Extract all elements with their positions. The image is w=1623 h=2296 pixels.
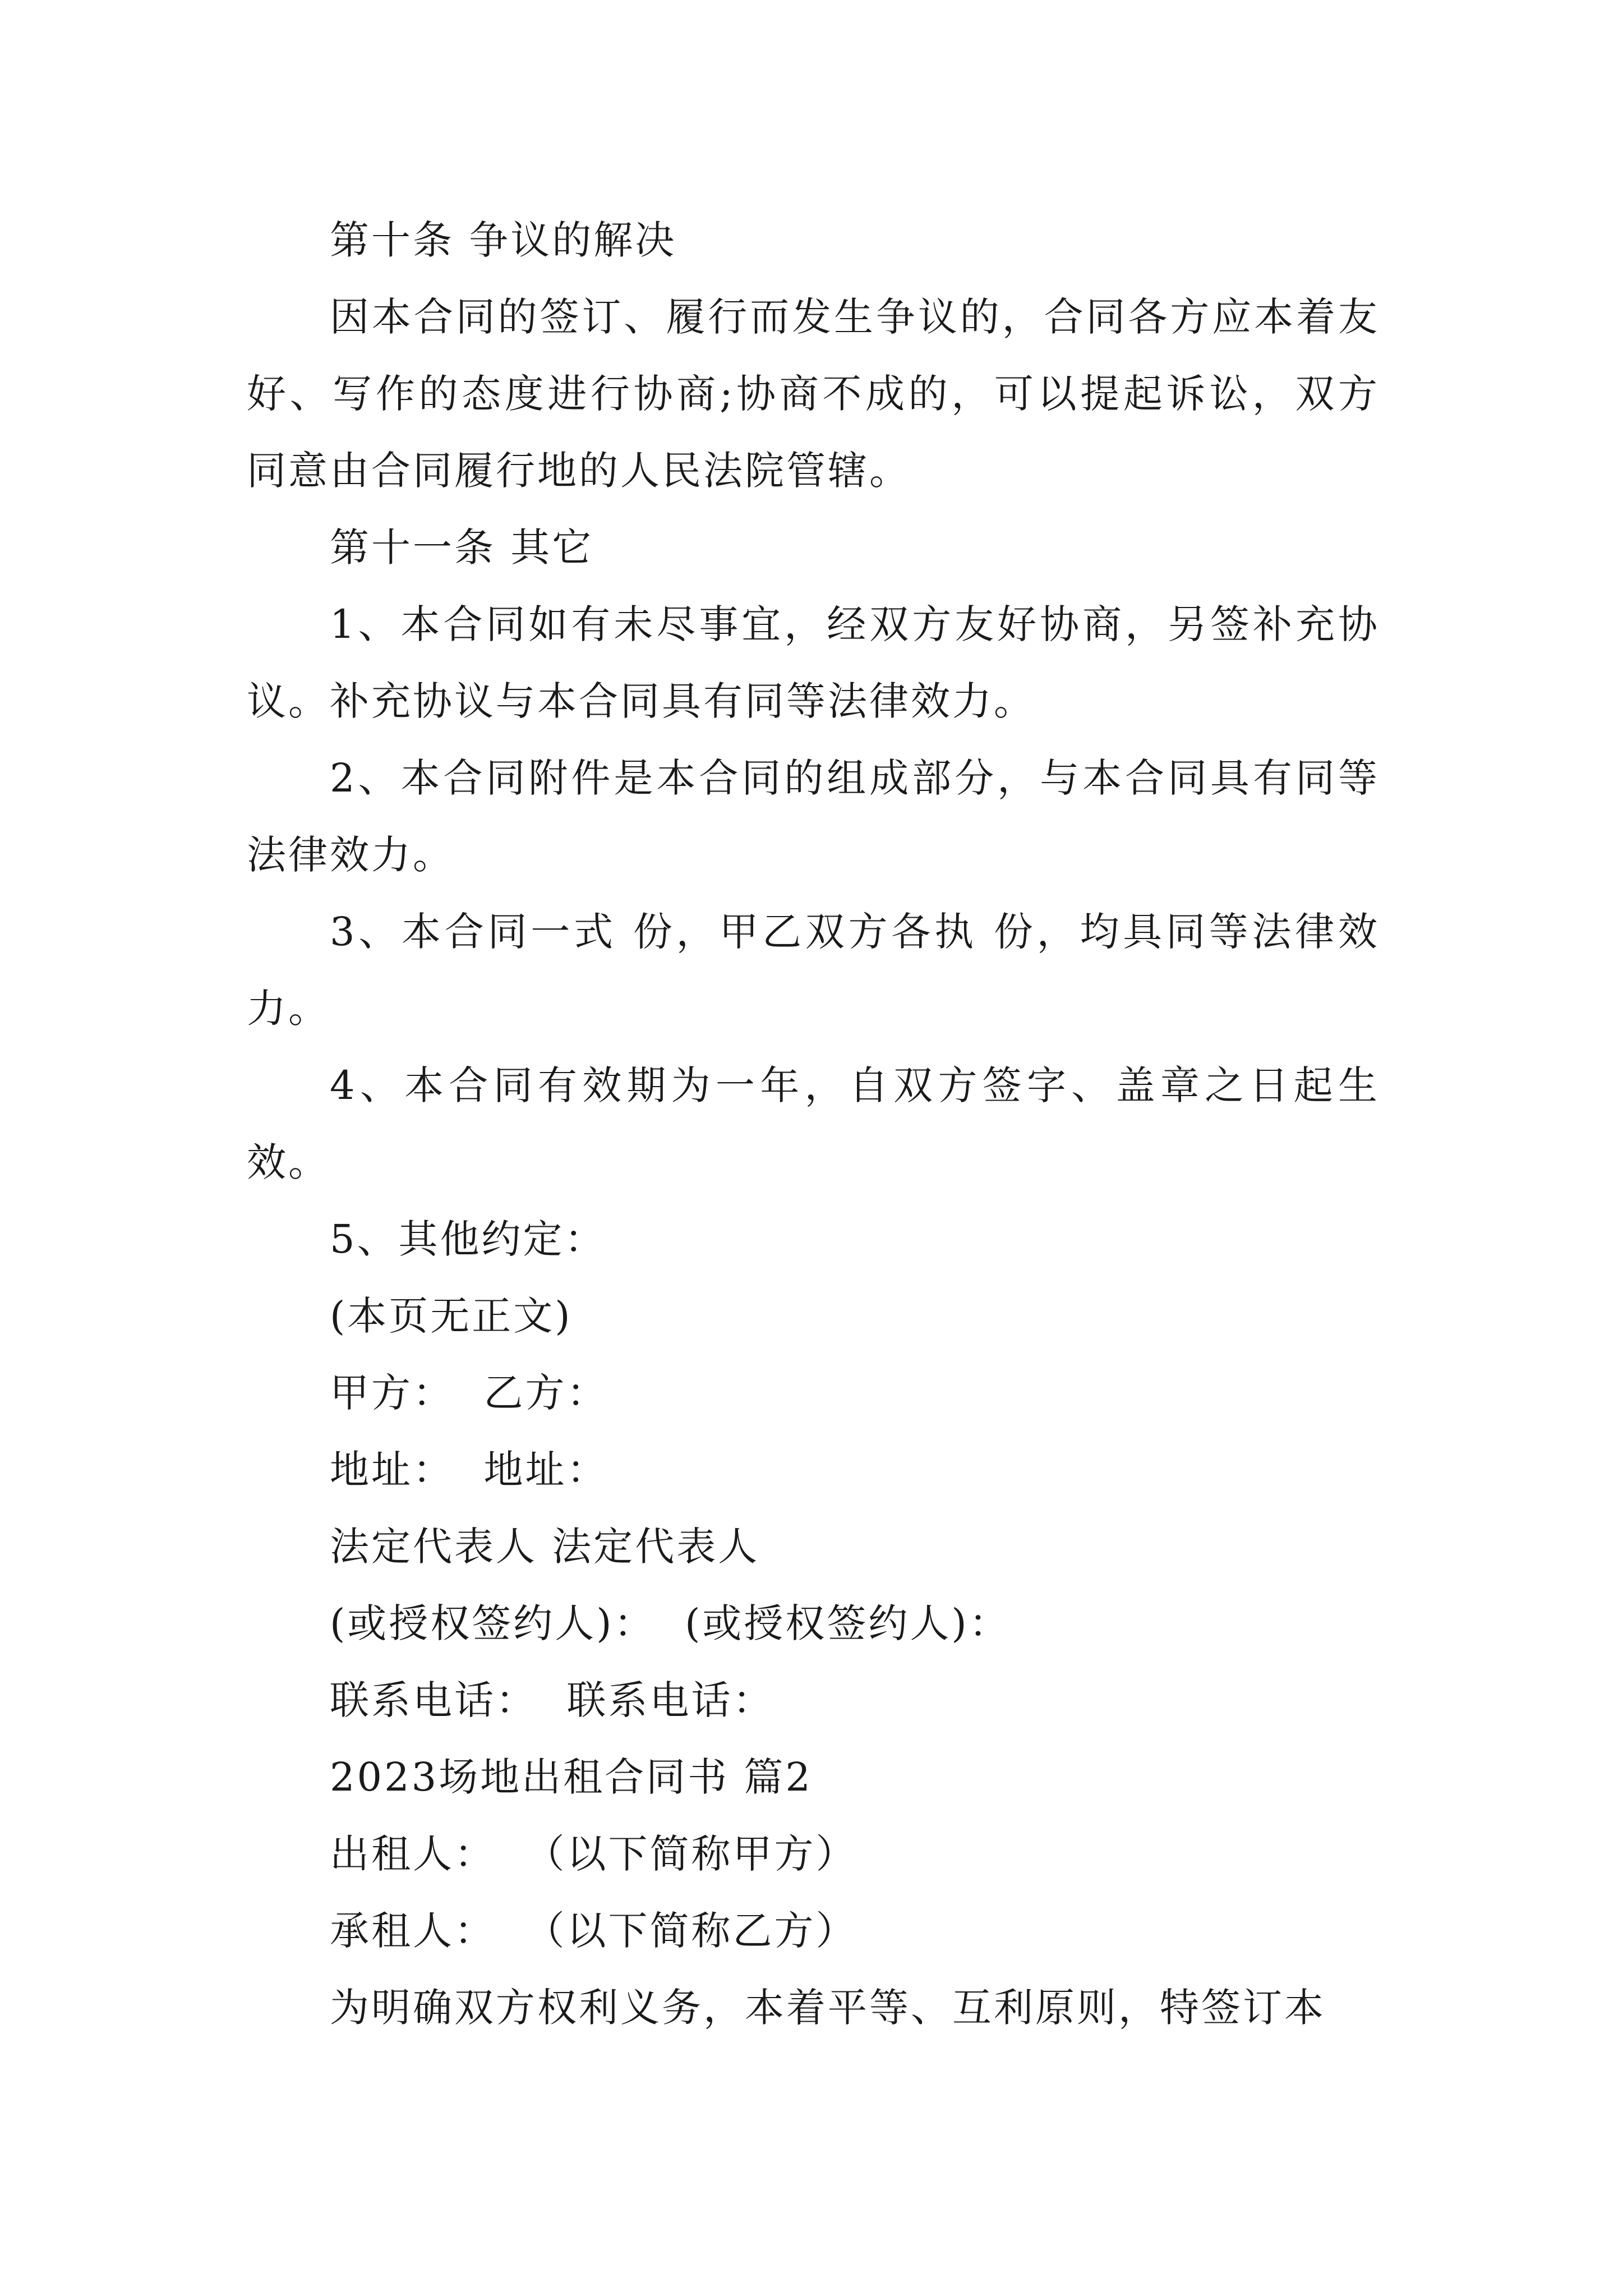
preamble-line: 为明确双方权利义务，本着平等、互利原则，特签订本	[330, 1985, 1326, 2031]
clause-4-paragraph: 4、本合同有效期为一年，自双方签字、盖章之日起生效。	[247, 1062, 1380, 1185]
contract-2-title: 2023场地出租合同书 篇2	[330, 1754, 813, 1800]
lessor-line: 出租人： （以下简称甲方）	[330, 1831, 857, 1877]
address-line: 地址： 地址：	[330, 1447, 608, 1493]
legal-representative-line: 法定代表人 法定代表人	[330, 1524, 760, 1570]
clause-1-paragraph: 1、本合同如有未尽事宜，经双方友好协商，另签补充协议。补充协议与本合同具有同等法律效力。	[247, 601, 1380, 724]
authorized-signatory-line: (或授权签约人)： (或授权签约人)：	[330, 1600, 1011, 1646]
party-line: 甲方： 乙方：	[330, 1370, 608, 1416]
article-11-heading: 第十一条 其它	[330, 524, 594, 570]
no-content-note: (本页无正文)	[330, 1293, 573, 1339]
lessee-line: 承租人： （以下简称乙方）	[330, 1908, 857, 1954]
clause-3-paragraph: 3、本合同一式 份，甲乙双方各执 份，均具同等法律效力。	[247, 909, 1380, 1032]
clause-5-line: 5、其他约定：	[330, 1216, 606, 1262]
clause-2-paragraph: 2、本合同附件是本合同的组成部分，与本合同具有同等法律效力。	[247, 755, 1380, 878]
document-body	[247, 202, 1380, 2046]
phone-line: 联系电话： 联系电话：	[330, 1677, 774, 1723]
dispute-resolution-paragraph: 因本合同的签订、履行而发生争议的，合同各方应本着友好、写作的态度进行协商;协商不成的，可以提起诉讼，双方同意由合同履行地的人民法院管辖。	[247, 294, 1380, 494]
article-10-heading: 第十条 争议的解决	[330, 217, 677, 263]
